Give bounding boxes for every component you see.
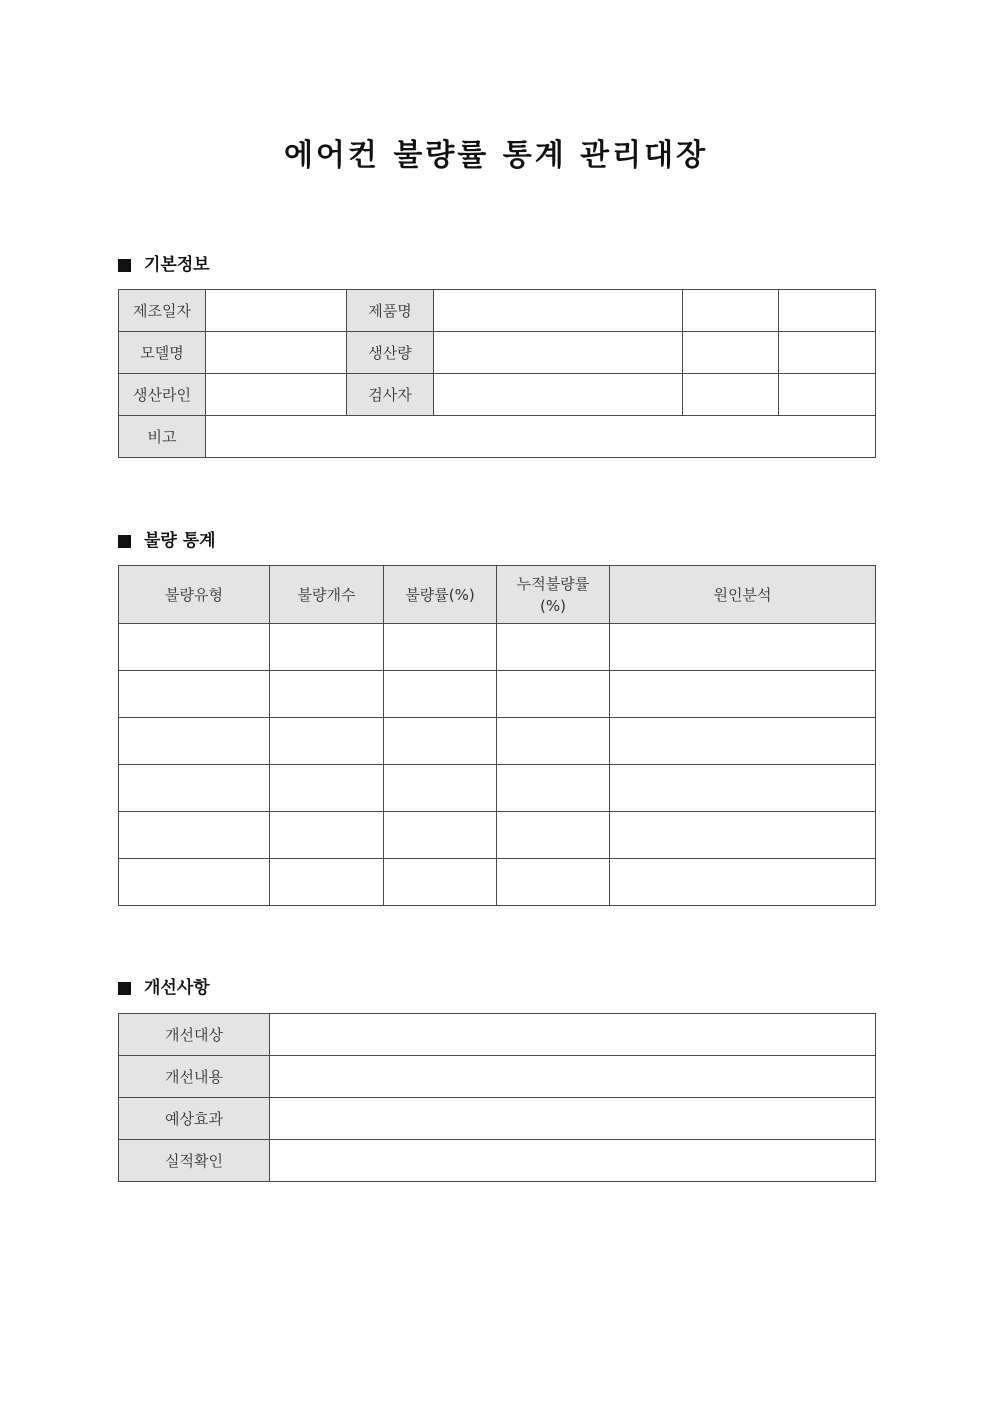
defect-type-cell[interactable] xyxy=(119,671,270,718)
basic-info-table xyxy=(118,289,876,458)
extra-field[interactable] xyxy=(779,332,876,374)
defect-count-cell[interactable] xyxy=(270,859,384,906)
table-row xyxy=(119,1098,876,1140)
table-row xyxy=(119,1140,876,1182)
product-name-field[interactable] xyxy=(434,290,683,332)
manufacture-date-field[interactable] xyxy=(206,290,347,332)
extra-field[interactable] xyxy=(683,332,779,374)
table-row xyxy=(119,1056,876,1098)
table-row xyxy=(119,416,876,458)
model-name-field[interactable] xyxy=(206,332,347,374)
square-bullet-icon xyxy=(118,259,131,272)
extra-field[interactable] xyxy=(683,290,779,332)
table-row xyxy=(119,290,876,332)
improvement-target-field[interactable] xyxy=(270,1014,876,1056)
defect-type-cell[interactable] xyxy=(119,812,270,859)
improvement-content-label: 개선내용 xyxy=(119,1056,270,1098)
cause-analysis-cell[interactable] xyxy=(610,718,876,765)
defect-rate-cell[interactable] xyxy=(384,718,497,765)
extra-field[interactable] xyxy=(683,374,779,416)
defect-count-cell[interactable] xyxy=(270,765,384,812)
table-row xyxy=(119,624,876,671)
defect-type-cell[interactable] xyxy=(119,718,270,765)
defect-stats-table xyxy=(118,565,876,906)
remarks-field[interactable] xyxy=(206,416,876,458)
cause-analysis-cell[interactable] xyxy=(610,671,876,718)
defect-count-cell[interactable] xyxy=(270,718,384,765)
defect-stats-heading xyxy=(118,530,216,552)
production-volume-field[interactable] xyxy=(434,332,683,374)
square-bullet-icon xyxy=(118,982,131,995)
basic-info-heading-text: 기본정보 xyxy=(144,255,210,275)
remarks-label: 비고 xyxy=(119,416,206,458)
result-check-label: 실적확인 xyxy=(119,1140,270,1182)
table-row xyxy=(119,1014,876,1056)
defect-rate-cell[interactable] xyxy=(384,765,497,812)
cumulative-rate-cell[interactable] xyxy=(497,718,610,765)
column-header-defect-count: 불량개수 xyxy=(270,566,384,624)
extra-field[interactable] xyxy=(779,290,876,332)
cumulative-rate-cell[interactable] xyxy=(497,812,610,859)
table-row xyxy=(119,718,876,765)
table-header-row xyxy=(119,566,876,624)
defect-rate-cell[interactable] xyxy=(384,859,497,906)
cause-analysis-cell[interactable] xyxy=(610,812,876,859)
product-name-label: 제품명 xyxy=(347,290,434,332)
defect-rate-cell[interactable] xyxy=(384,671,497,718)
column-header-cause-analysis: 원인분석 xyxy=(610,566,876,624)
document-title: 에어컨 불량률 통계 관리대장 xyxy=(283,138,709,173)
table-row xyxy=(119,812,876,859)
defect-stats-heading-text: 불량 통계 xyxy=(144,531,216,551)
cause-analysis-cell[interactable] xyxy=(610,624,876,671)
cumulative-rate-cell[interactable] xyxy=(497,624,610,671)
cumulative-rate-cell[interactable] xyxy=(497,765,610,812)
expected-effect-label: 예상효과 xyxy=(119,1098,270,1140)
defect-rate-cell[interactable] xyxy=(384,812,497,859)
improvement-target-label: 개선대상 xyxy=(119,1014,270,1056)
cause-analysis-cell[interactable] xyxy=(610,765,876,812)
defect-type-cell[interactable] xyxy=(119,859,270,906)
defect-count-cell[interactable] xyxy=(270,624,384,671)
column-header-defect-rate: 불량률(%) xyxy=(384,566,497,624)
defect-count-cell[interactable] xyxy=(270,812,384,859)
production-line-field[interactable] xyxy=(206,374,347,416)
extra-field[interactable] xyxy=(779,374,876,416)
improvements-table xyxy=(118,1013,876,1182)
table-row xyxy=(119,332,876,374)
defect-count-cell[interactable] xyxy=(270,671,384,718)
basic-info-heading xyxy=(118,254,210,276)
cause-analysis-cell[interactable] xyxy=(610,859,876,906)
column-header-defect-type: 불량유형 xyxy=(119,566,270,624)
defect-type-cell[interactable] xyxy=(119,624,270,671)
result-check-field[interactable] xyxy=(270,1140,876,1182)
column-header-cumulative-rate: 누적불량률(%) xyxy=(497,566,610,624)
table-row xyxy=(119,671,876,718)
defect-type-cell[interactable] xyxy=(119,765,270,812)
table-row xyxy=(119,859,876,906)
model-name-label: 모델명 xyxy=(119,332,206,374)
improvements-heading xyxy=(118,977,210,999)
manufacture-date-label: 제조일자 xyxy=(119,290,206,332)
defect-rate-cell[interactable] xyxy=(384,624,497,671)
cumulative-rate-cell[interactable] xyxy=(497,859,610,906)
expected-effect-field[interactable] xyxy=(270,1098,876,1140)
table-row xyxy=(119,374,876,416)
table-row xyxy=(119,765,876,812)
improvement-content-field[interactable] xyxy=(270,1056,876,1098)
production-line-label: 생산라인 xyxy=(119,374,206,416)
improvements-heading-text: 개선사항 xyxy=(144,978,210,998)
square-bullet-icon xyxy=(118,535,131,548)
production-volume-label: 생산량 xyxy=(347,332,434,374)
inspector-label: 검사자 xyxy=(347,374,434,416)
inspector-field[interactable] xyxy=(434,374,683,416)
cumulative-rate-cell[interactable] xyxy=(497,671,610,718)
